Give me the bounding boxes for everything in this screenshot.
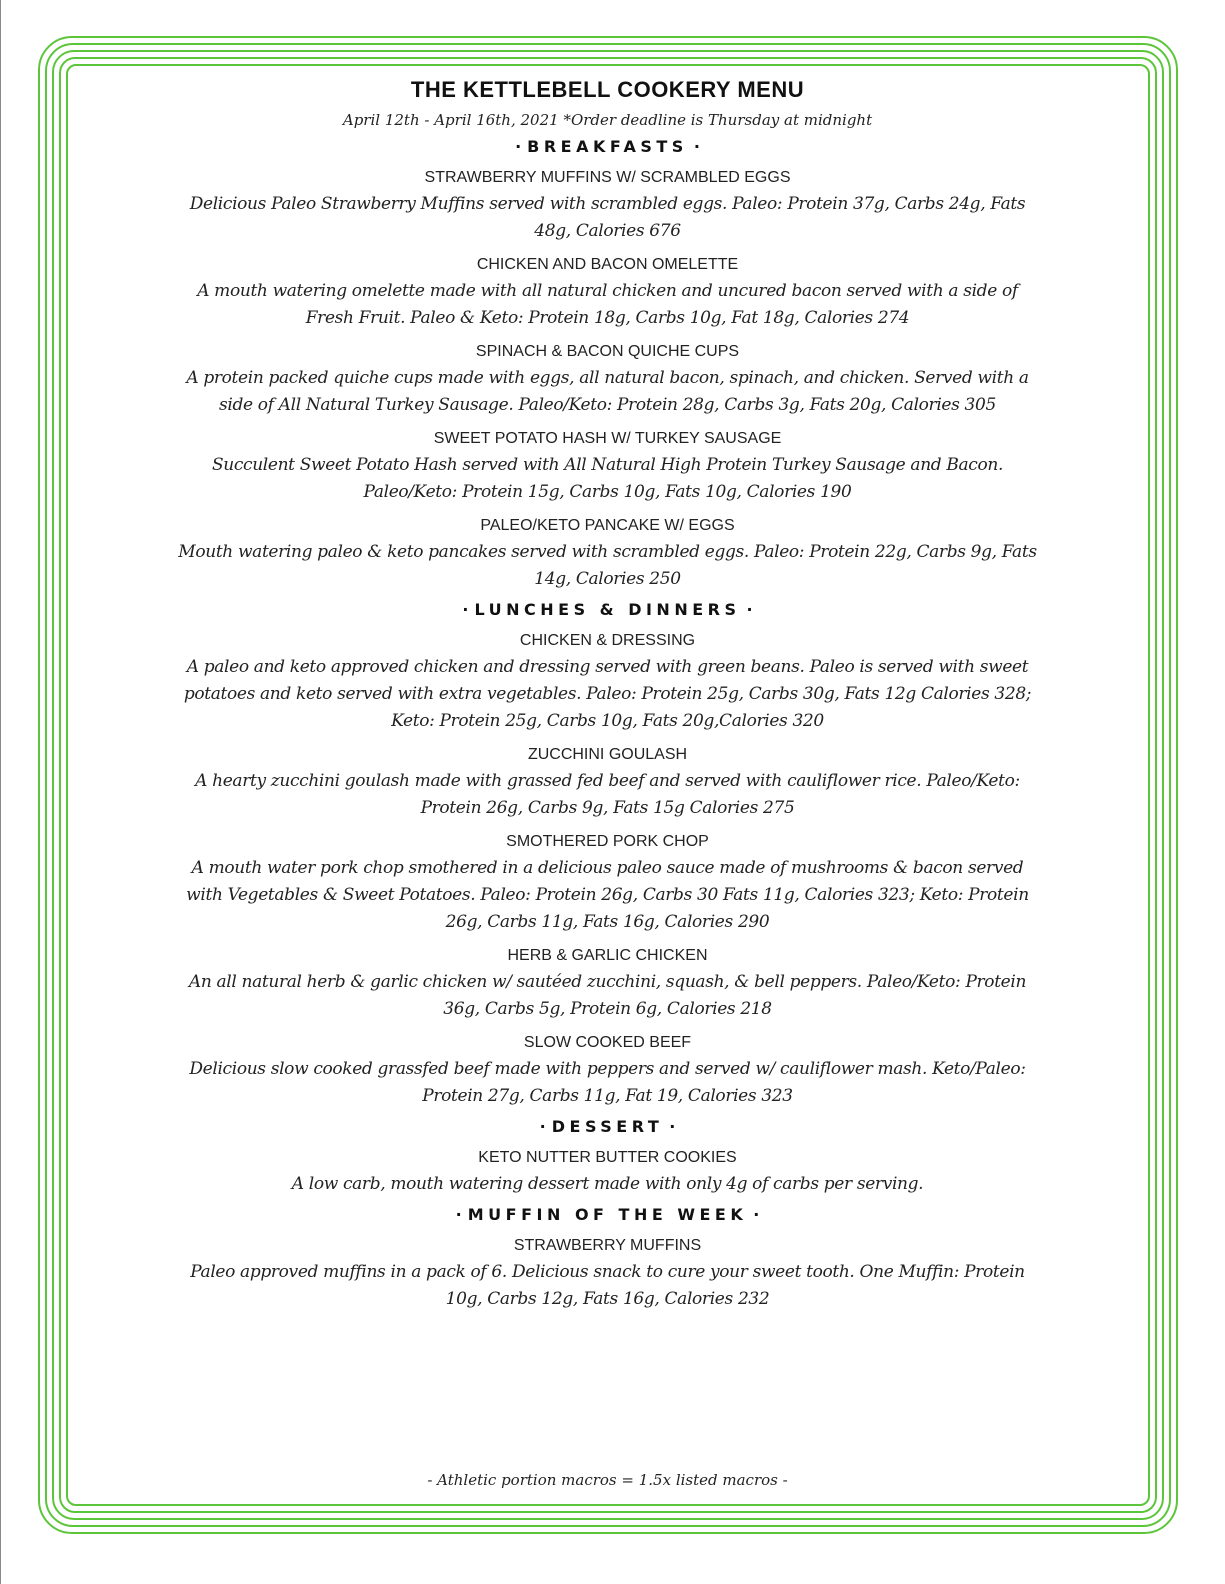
description-line: Paleo/Keto: Protein 15g, Carbs 10g, Fats 10g, Calories 190 [363,482,852,502]
description-line: Paleo approved muffins in a pack of 6. Delicious snack to cure your sweet tooth. One Muffin: Protein [190,1262,1025,1282]
menu-item [140,342,1075,419]
description-line: A protein packed quiche cups made with eggs, all natural bacon, spinach, and chicken. Served with a [186,368,1029,388]
description-line: Protein 26g, Carbs 9g, Fats 15g Calories 275 [420,798,795,818]
menu-item-description [140,1171,1075,1198]
section-heading [140,1116,1075,1138]
menu-item [140,832,1075,936]
description-line: 48g, Calories 676 [534,221,681,241]
menu-item-name: KETO NUTTER BUTTER COOKIES [478,1149,737,1166]
description-line: Mouth watering paleo & keto pancakes served with scrambled eggs. Paleo: Protein 22g, Carbs 9g, Fats [178,542,1037,562]
description-line: 26g, Carbs 11g, Fats 16g, Calories 290 [445,912,770,932]
section-heading-label: DESSERT [551,1117,664,1136]
description-line: 10g, Carbs 12g, Fats 16g, Calories 232 [445,1289,770,1309]
menu-content [140,76,1075,1313]
menu-item-description [140,768,1075,822]
description-line: Keto: Protein 25g, Carbs 10g, Fats 20g,Calories 320 [391,711,824,731]
description-line: A paleo and keto approved chicken and dressing served with green beans. Paleo is served with sweet [186,657,1029,677]
menu-item [140,631,1075,735]
menu-item [140,255,1075,332]
menu-item-name: SMOTHERED PORK CHOP [506,833,709,850]
menu-sections [140,136,1075,1313]
menu-item-name: CHICKEN & DRESSING [519,632,696,649]
menu-item-description [140,278,1075,332]
description-line: potatoes and keto served with extra vegetables. Paleo: Protein 25g, Carbs 30g, Fats 12g Calories 328; [183,684,1032,704]
description-line: with Vegetables & Sweet Potatoes. Paleo: Protein 26g, Carbs 30 Fats 11g, Calories 323; Keto: Protein [186,885,1029,905]
menu-item-name: STRAWBERRY MUFFINS W/ SCRAMBLED EGGS [424,169,791,186]
menu-item-description [140,1056,1075,1110]
description-line: Fresh Fruit. Paleo & Keto: Protein 18g, Carbs 10g, Fat 18g, Calories 274 [305,308,910,328]
section-heading [140,599,1075,621]
section-heading [140,1204,1075,1226]
menu-item-description [140,452,1075,506]
description-line: Delicious slow cooked grassfed beef made with peppers and served w/ cauliflower mash. Keto/Paleo: [189,1059,1026,1079]
bullet-dot-icon: · [746,600,753,619]
menu-item-name: HERB & GARLIC CHICKEN [507,947,708,964]
page-edge [0,0,1,1584]
menu-item [140,516,1075,593]
menu-item-name: SWEET POTATO HASH W/ TURKEY SAUSAGE [433,430,782,447]
menu-item-description [140,969,1075,1023]
menu-item-description [140,654,1075,735]
menu-item [140,946,1075,1023]
footer-note: - Athletic portion macros = 1.5x listed macros - [427,1471,788,1489]
menu-title: THE KETTLEBELL COOKERY MENU [410,77,805,102]
description-line: Delicious Paleo Strawberry Muffins served with scrambled eggs. Paleo: Protein 37g, Carbs 24g, Fats [189,194,1026,214]
menu-item-name: PALEO/KETO PANCAKE W/ EGGS [480,517,735,534]
menu-item-description [140,365,1075,419]
description-line: A mouth watering omelette made with all natural chicken and uncured bacon served with a side of [197,281,1018,301]
menu-item-name: ZUCCHINI GOULASH [527,746,688,763]
menu-item [140,745,1075,822]
menu-item [140,429,1075,506]
description-line: A low carb, mouth watering dessert made with only 4g of carbs per serving. [291,1174,924,1194]
description-line: A mouth water pork chop smothered in a delicious paleo sauce made of mushrooms & bacon served [191,858,1024,878]
menu-item [140,168,1075,245]
description-line: 36g, Carbs 5g, Protein 6g, Calories 218 [443,999,772,1019]
bullet-dot-icon: · [455,1205,462,1224]
menu-item [140,1236,1075,1313]
bullet-dot-icon: · [515,137,522,156]
description-line: 14g, Calories 250 [534,569,681,589]
description-line: side of All Natural Turkey Sausage. Paleo/Keto: Protein 28g, Carbs 3g, Fats 20g, Calories 305 [219,395,996,415]
bullet-dot-icon: · [669,1117,676,1136]
description-line: Succulent Sweet Potato Hash served with All Natural High Protein Turkey Sausage and Bacon. [211,455,1004,475]
section-heading [140,136,1075,158]
menu-item [140,1033,1075,1110]
menu-item-description [140,1259,1075,1313]
menu-item-description [140,191,1075,245]
menu-item-description [140,855,1075,936]
menu-dates: April 12th - April 16th, 2021 *Order deadline is Thursday at midnight [342,111,873,129]
menu-item-name: STRAWBERRY MUFFINS [513,1237,702,1254]
description-line: Protein 27g, Carbs 11g, Fat 19, Calories 323 [422,1086,793,1106]
section-heading-label: MUFFIN OF THE WEEK [467,1205,748,1224]
bullet-dot-icon: · [539,1117,546,1136]
menu-item-name: SPINACH & BACON QUICHE CUPS [475,343,740,360]
menu-item-description [140,539,1075,593]
menu-item-name: SLOW COOKED BEEF [523,1034,692,1051]
section-heading-label: BREAKFASTS [527,137,688,156]
description-line: An all natural herb & garlic chicken w/ sautéed zucchini, squash, & bell peppers. Paleo/Keto: Protein [188,972,1027,992]
bullet-dot-icon: · [753,1205,760,1224]
bullet-dot-icon: · [693,137,700,156]
section-heading-label: LUNCHES & DINNERS [474,600,741,619]
description-line: A hearty zucchini goulash made with grassed fed beef and served with cauliflower rice. Paleo/Keto: [195,771,1020,791]
menu-item-name: CHICKEN AND BACON OMELETTE [476,256,739,273]
menu-item [140,1148,1075,1198]
bullet-dot-icon: · [462,600,469,619]
